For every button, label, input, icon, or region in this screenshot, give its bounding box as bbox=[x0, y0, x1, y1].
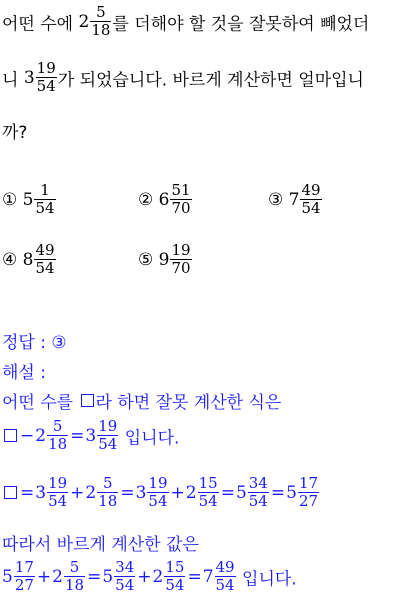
question-line-1: 어떤 수에 2 $\frac{5}{18}$ 를 더해야 할 것을 잘못하여 빼었더 bbox=[2, 3, 370, 40]
option-4[interactable]: ④ 8 $\frac{49}{54}$ bbox=[2, 241, 55, 278]
question-line-2: 니 3 $\frac{19}{54}$ 가 되었습니다. 바르게 계산하면 얼마입니 bbox=[2, 59, 364, 96]
unknown-box-icon bbox=[4, 486, 17, 499]
mixed-whole: 2 bbox=[78, 11, 90, 32]
fraction: $\frac{5}{18}$ bbox=[91, 3, 111, 40]
solution-line-1: 어떤 수를 라 하면 잘못 계산한 식은 bbox=[2, 393, 282, 413]
option-2[interactable]: ② 6 $\frac{51}{70}$ bbox=[138, 181, 191, 218]
solution-equation-2: =3 $\frac{19}{54}$ +2 $\frac{5}{18}$ =3 $\frac{19}{54}$ +2 $\frac{15}{54}$ =5 $\frac{34}{54}$ =5 $\frac{17}{27}$ bbox=[2, 475, 320, 511]
answer-label: 정답 : ③ bbox=[2, 333, 67, 353]
option-3[interactable]: ③ 7 $\frac{49}{54}$ bbox=[268, 181, 321, 218]
unknown-box-icon bbox=[81, 394, 94, 407]
solution-label: 해설 : bbox=[2, 363, 46, 383]
question-text: 어떤 수에 bbox=[2, 14, 74, 35]
option-1[interactable]: ① 5 $\frac{1}{54}$ bbox=[2, 181, 55, 218]
solution-equation-3: 5 $\frac{17}{27}$ +2 $\frac{5}{18}$ =5 $\frac{34}{54}$ +2 $\frac{15}{54}$ =7 $\frac{49}{54}$ 입니다. bbox=[2, 558, 297, 595]
solution-line-4: 따라서 바르게 계산한 값은 bbox=[2, 535, 199, 555]
fraction: $\frac{19}{54}$ bbox=[36, 59, 56, 96]
unknown-box-icon bbox=[4, 429, 17, 442]
option-5[interactable]: ⑤ 9 $\frac{19}{70}$ bbox=[138, 241, 191, 278]
solution-equation-1: −2 $\frac{5}{18}$ =3 $\frac{19}{54}$ 입니다. bbox=[2, 418, 179, 454]
question-line-3: 까? bbox=[2, 123, 28, 143]
